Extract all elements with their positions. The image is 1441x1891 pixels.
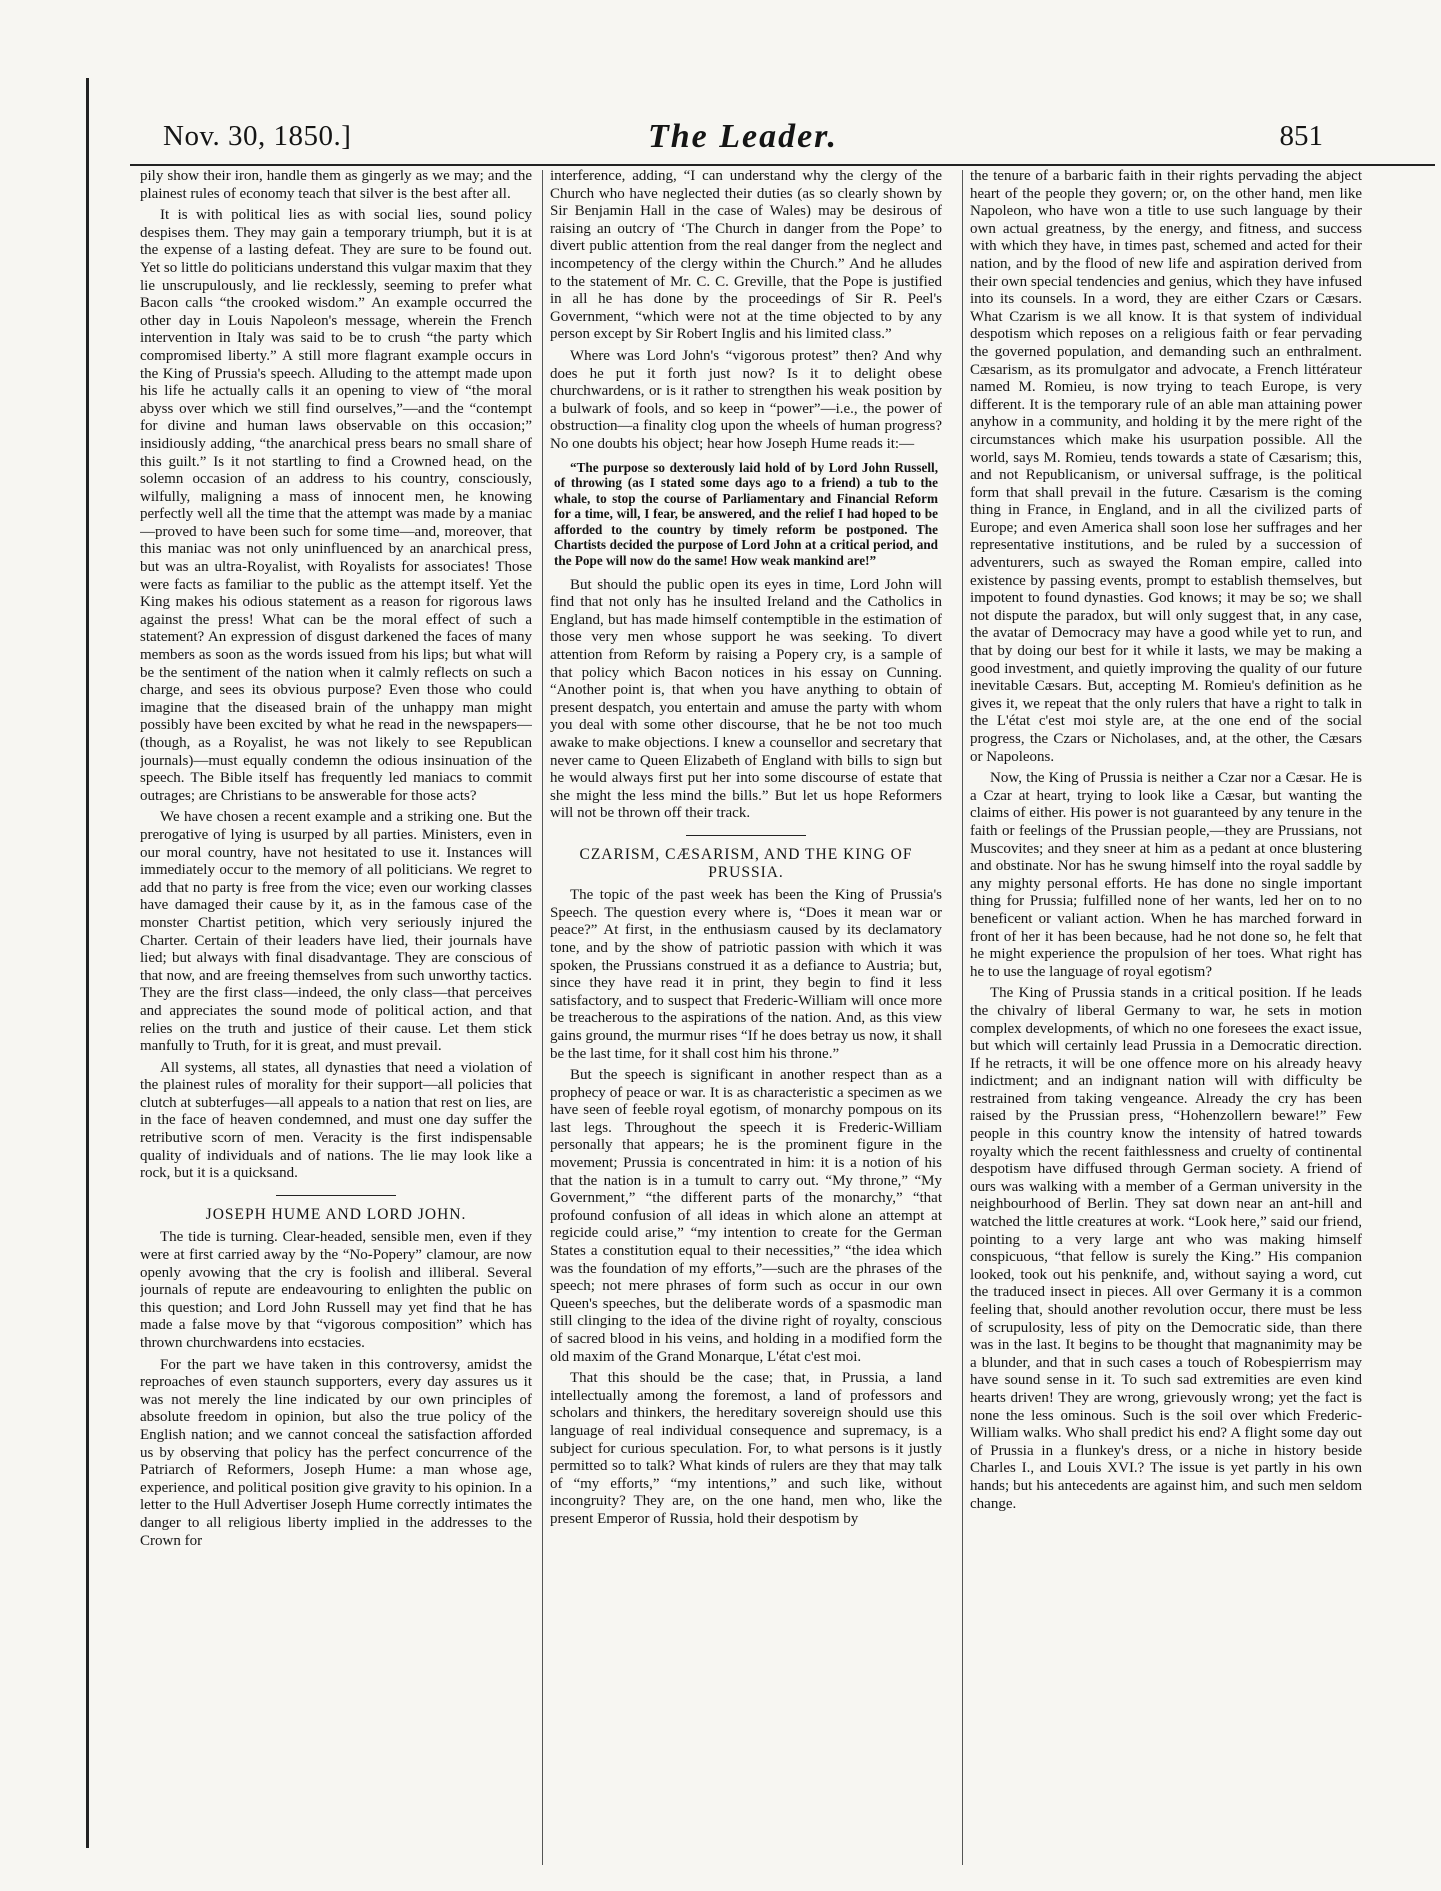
paragraph: the tenure of a barbaric faith in their rights pervading the abject heart of the people they govern; or, on the other hand, men like Napoleon, who have won a title to use such language by their own actual greatness, by the energy, and fitness, and success with which they have, in times past, schemed and acted for their nation, and by the flood of new life and aspiration derived from their own special tendencies and genius, which they have infused into its counsels. In a word, they are either Czars or Cæsars. What Czarism is we all know. It is that system of individual despotism which reposes on a religious faith or fear pervading the governed population, and demanding such an enthralment. Cæsarism, as its promulgator and advocate, a French littérateur named M. Romieu, is now trying to teach Europe, is very different. It is the temporary rule of an able man attaining power anyhow in a community, and holding it by the mere right of the circumstances which make his usurpation possible. All the world, says M. Romieu, tends towards a state of Cæsarism; this, and not Republicanism, or universal suffrage, is the political form that shall prevail in the future. Cæsarism is the coming thing in France, in England, and in all the civilized parts of Europe; and even America shall soon lose her suffrages and her representative institutions, and be ruled by a succession of adventurers, such as swayed the Roman empire, called into existence by passing events, prompt to establish themselves, but impotent to found dynasties. God knows; it may be so; we shall not dispute the paradox, but will only suggest that, in any case, the avatar of Democracy may have a good while yet to run, and that by doing our best for it while it lasts, we may be making a good investment, and quietly improving the quality of our future inevitable Cæsars. But, accepting M. Romieu's definition as he gives it, we repeat that the only rulers that have a right to talk in the L'état c'est moi style are, at the one end of the social progress, the Czars or Nicholases, and, at the other, the Cæsars or Napoleons.	[970, 168, 1362, 765]
masthead	[163, 118, 1323, 162]
column-divider	[962, 170, 963, 1865]
column-divider	[542, 170, 543, 1865]
paragraph: Where was Lord John's “vigorous protest” then? And why does he put it forth just now? Is it to delight obese churchwardens, or is it rather to strengthen his weak position by a bulwark of fools, and so keep in “power”—i.e., the power of obstruction—a finality clog upon the wheels of human progress? No one doubts his object; hear how Joseph Hume reads it:—	[550, 347, 942, 452]
column-1	[140, 168, 532, 1868]
newspaper-title: The Leader.	[647, 118, 839, 155]
paragraph: The King of Prussia stands in a critical position. If he leads the chivalry of liberal Germany to war, he sets in motion complex developments, of which no one foresees the exact issue, but which will certainly lead Prussia in a Democratic direction. If he retracts, it will be one offence more on his already heavy indictment; and an indignant nation will with difficulty be restrained from taking vengeance. Already the cry has been raised by the Prussian press, “Hohenzollern beware!” Few people in this country know the intensity of hatred towards royalty which the recent faithlessness and cruelty of continental despotism have diffused through German society. A friend of ours was walking with a member of a German university in the neighbourhood of Berlin. They sat down near an ant-hill and watched the little creatures at work. “Look here,” said our friend, pointing to a very large ant who was making himself conspicuous, “that fellow is surely the King.” His companion looked, took out his penknife, and, without saying a word, cut the traduced insect in pieces. All over Germany it is a common feeling that, should another revolution occur, there must be less of scrupulosity, less of pity on the Democratic side, than there was in the last. It begins to be thought that magnanimity may be a blunder, and that in such cases a touch of Robespierrism may have sound sense in it. To such sad extremities are even kind hearts driven! They are wrong, grievously wrong; yet the fact is none the less ominous. Such is the soil over which Frederic-William walks. Who shall predict his end? A flight some day out of Prussia in a flunkey's dress, or a niche in history beside Charles I., and Louis XVI.? The issue is yet partly in his own hands; but his antecedents are against him, and such men seldom change.	[970, 985, 1362, 1512]
column-3	[970, 168, 1362, 1868]
article-heading: JOSEPH HUME AND LORD JOHN.	[205, 1205, 467, 1223]
paragraph: That this should be the case; that, in Prussia, a land intellectually among the foremost, a land of professors and scholars and thinkers, the hereditary sovereign should use this language of real individual consequence and supremacy, is a subject for curious speculation. For, to what persons is it justly permitted so to talk? What kinds of rulers are they that may talk of “my efforts,” “my intentions,” and such like, without incongruity? They are, on the one hand, men who, like the present Emperor of Russia, hold their despotism by	[550, 1370, 942, 1527]
page-edge-bar	[86, 78, 89, 1848]
article-heading: CZARISM, CÆSARISM, AND THE KING OF PRUSSIA.	[579, 845, 913, 881]
paragraph: We have chosen a recent example and a striking one. But the prerogative of lying is usurped by all parties. Ministers, even in our moral country, have not hesitated to use it. Instances will immediately occur to the memory of all politicians. We regret to add that no party is free from the vice; even our working classes have damaged their cause by it, as in the famous case of the monster Chartist petition, which very seriously injured the Charter. Certain of their leaders have lied, their journals have lied; but always with final disadvantage. They are conscious of that now, and are freeing themselves from such unworthy tactics. They are the first class—indeed, the only class—that perceives and appreciates the sound mode of political action, and that relies on the truth and justice of their cause. Let them stick manfully to Truth, for it is great, and must prevail.	[140, 809, 532, 1055]
paragraph: But the speech is significant in another respect than as a prophecy of peace or war. It is as characteristic a specimen as we have seen of feeble royal egotism, of monarchy pompous on its last legs. Throughout the speech it is Frederic-William personally that appears; he is the prominent figure in the movement; Prussia is concentrated in him: it is a notion of his that the nation is in a tumult to carry out. “My throne,” “My Government,” “the different parts of the monarchy,” “that profound confusion of all ideas in which alone an attempt at regicide could arise,” “my intention to create for the German States a constitution equal to their necessities,” “the idea which was the foundation of my efforts,”—such are the phrases of the speech; not mere phrases of form such as occur in our own Queen's speeches, but the deliberate words of a spasmodic man still clinging to the idea of the divine right of royalty, conscious of sacred blood in his veins, and holding in a modified form the old maxim of the Grand Monarque, L'état c'est moi.	[550, 1067, 942, 1365]
header-rule	[130, 164, 1435, 166]
column-2	[550, 168, 942, 1868]
paragraph: But should the public open its eyes in time, Lord John will find that not only has he insulted Ireland and the Catholics in England, but has made himself contemptible in the estimation of those very men whose support he was seeking. To divert attention from Reform by raising a Popery cry, is a sample of that policy which Bacon notices in his essay on Cunning. “Another point is, that when you have anything to obtain of present despatch, you entertain and amuse the party with whom you deal with some other discourse, that he be not too much awake to make objections. I knew a counsellor and secretary that never came to Queen Elizabeth of England with bills to sign but he would always first put her into some discourse of estate that she might the less mind the bills.” But let us hope Reformers will not be thrown off their track.	[550, 576, 942, 822]
paragraph: The tide is turning. Clear-headed, sensible men, even if they were at first carried away by the “No-Popery” clamour, are now openly avowing that the cry is foolish and illiberal. Several journals of repute are endeavouring to enlighten the public on this question; and Lord John Russell may yet find that he has made a false move by that “vigorous composition” which has thrown churchwardens into ecstacies.	[140, 1229, 532, 1351]
paragraph: For the part we have taken in this controversy, amidst the reproaches of even staunch supporters, every day assures us it was not merely the line indicated by our own principles of absolute freedom in opinion, but also the true policy of the English nation; and we cannot conceal the satisfaction afforded us by observing that policy has the perfect concurrence of the Patriarch of Reformers, Joseph Hume: a man whose age, experience, and political position give gravity to his opinion. In a letter to the Hull Advertiser Joseph Hume correctly intimates the danger to all religious liberty implied in the addresses to the Crown for	[140, 1356, 532, 1549]
paragraph: The topic of the past week has been the King of Prussia's Speech. The question every where is, “Does it mean war or peace?” At first, in the enthusiasm caused by its declamatory tone, and by the show of patriotic passion with which it was spoken, the Prussians construed it as a defiance to Austria; but, since they have read it in print, they begin to find it less satisfactory, and to suspect that Frederic-William will once more be treacherous to the aspirations of the nation. And, as this view gains ground, the murmur rises “If he does betray us now, it shall be the last time, for it shall cost him his throne.”	[550, 887, 942, 1062]
paragraph: Now, the King of Prussia is neither a Czar nor a Cæsar. He is a Czar at heart, trying to look like a Cæsar, but wanting the claims of either. His power is not guaranteed by any tenure in the faith or feelings of the Prussian people,—they are Prussians, not Muscovites; and they sneer at him as a pedant at once blustering and obstinate. Nor has he swung himself into the royal saddle by any mighty personal efforts. He has done no single important thing for Prussia; fulfilled none of her wants, led her on to no beneficent or valiant action. When he has marched forward in front of her it has been because, had he not done so, he felt that he might experience the propulsion of her toes. What right has he to use the language of royal egotism?	[970, 770, 1362, 980]
paragraph: All systems, all states, all dynasties that need a violation of the plainest rules of morality for their support—all policies that clutch at subterfuges—all appeals to a nation that rest on lies, are in the face of heaven condemned, and must one day suffer the retributive scorn of men. Veracity is the first indispensable quality of individuals and of nations. The lie may look like a rock, but it is a quicksand.	[140, 1059, 532, 1182]
paragraph: It is with political lies as with social lies, sound policy despises them. They may gain a temporary triumph, but it is at the expense of a lasting defeat. They are sure to be found out. Yet so little do politicians understand this vulgar maxim that they lie unscrupulously, and lie recklessly, seeming to prefer what Bacon calls “the crooked wisdom.” An example occurred the other day in Louis Napoleon's message, wherein the French intervention in Italy was said to be to crush “the party which compromised liberty.” A still more flagrant example occurs in the King of Prussia's speech. Alluding to the attempt made upon his life he actually calls it an opening to view of “the moral abyss over which we still find ourselves,”—and the “contempt for divine and human laws observable on this occasion;” insidiously adding, “the anarchical press bears no small share of this guilt.” Is it not startling to find a Crowned head, on the solemn occasion of an address to his country, consciously, wilfully, maligning a mass of innocent men, he knowing perfectly well all the time that the attempt was made by a maniac—proved to have been such for some time—and, moreover, that this maniac was not only uninfluenced by an anarchical press, but was an ultra-Royalist, with Royalists for associates! Those were facts as familiar to the public as the attempt itself. Yet the King makes his odious statement as a reason for rigorous laws against the press! What can be the moral effect of such a statement? An expression of disgust darkened the faces of many members as soon as the words issued from his lips; but what will be the sentiment of the nation when it calmly reflects on such a charge, and sees its obvious purpose? Even those who could imagine that the diseased brain of the unhappy man might possibly have been excited by what he read in the newspapers—(though, as a Royalist, he was not likely to see Republican journals)—must equally condemn the odious insinuation of the speech. The Bible itself has frequently led maniacs to commit outrages; are Christians to be answerable for those acts?	[140, 207, 532, 804]
section-separator	[686, 835, 806, 836]
section-separator	[276, 1195, 396, 1196]
issue-date: Nov. 30, 1850.]	[163, 120, 352, 152]
paragraph: pily show their iron, handle them as gingerly as we may; and the plainest rules of economy teach that silver is the best after all.	[140, 168, 532, 202]
page-number: 851	[1279, 120, 1323, 152]
paragraph: interference, adding, “I can understand why the clergy of the Church who have neglected their duties (as so clearly shown by Sir Benjamin Hall in the case of Wales) may be desirous of raising an outcry of ‘The Church in danger from the Pope’ to divert public attention from the real danger from the neglect and incompetency of the clergy within the Church.” And he alludes to the statement of Mr. C. C. Greville, that the Pope is justified in all he has done by the proceedings of Sir R. Peel's Government, “which were not at the time objected to by any person except by Sir Robert Inglis and his limited class.”	[550, 168, 942, 343]
block-quote: “The purpose so dexterously laid hold of by Lord John Russell, of throwing (as I stated some days ago to a friend) a tub to the whale, to stop the course of Parliamentary and Financial Reform for a time, will, I fear, be answered, and the relief I had hoped to be afforded to the country by timely reform be postponed. The Chartists decided the purpose of Lord John at a critical period, and the Pope will now do the same! How weak mankind are!”	[554, 459, 938, 569]
